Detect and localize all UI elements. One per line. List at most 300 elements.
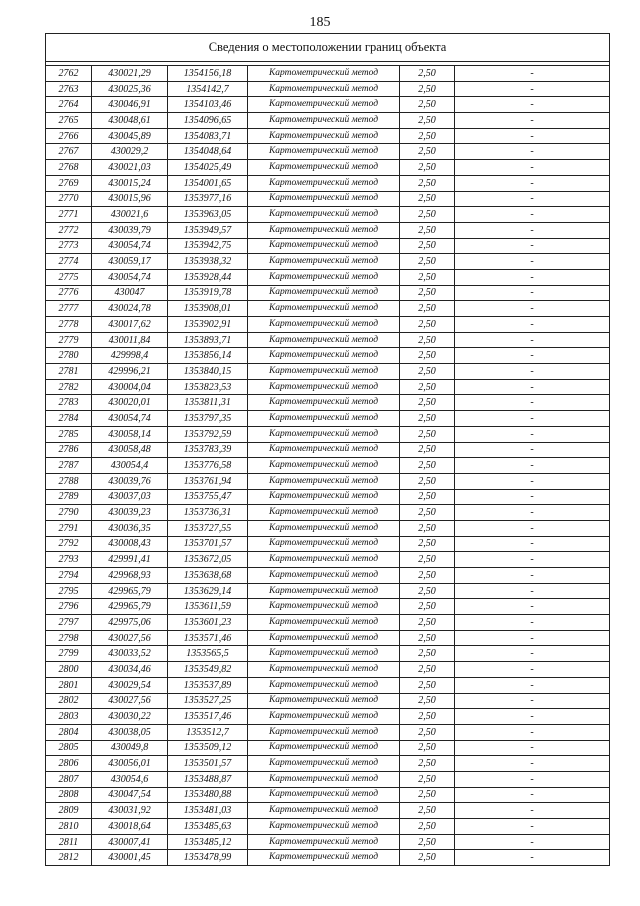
accuracy-cell: 2,50 bbox=[400, 834, 455, 850]
method-cell: Картометрический метод bbox=[248, 615, 400, 631]
table-row bbox=[46, 269, 610, 285]
point-number-cell: 2810 bbox=[46, 819, 92, 835]
coord-x-cell: 429996,21 bbox=[92, 364, 168, 380]
method-cell: Картометрический метод bbox=[248, 364, 400, 380]
accuracy-cell: 2,50 bbox=[400, 160, 455, 176]
coord-x-cell: 430039,76 bbox=[92, 473, 168, 489]
note-cell: - bbox=[455, 615, 610, 631]
note-cell: - bbox=[455, 693, 610, 709]
coord-y-cell: 1353611,59 bbox=[168, 599, 248, 615]
point-number-cell: 2780 bbox=[46, 348, 92, 364]
note-cell: - bbox=[455, 756, 610, 772]
accuracy-cell: 2,50 bbox=[400, 819, 455, 835]
coord-x-cell: 430008,43 bbox=[92, 536, 168, 552]
accuracy-cell: 2,50 bbox=[400, 552, 455, 568]
table-row bbox=[46, 301, 610, 317]
coord-y-cell: 1353485,12 bbox=[168, 834, 248, 850]
table-row bbox=[46, 473, 610, 489]
accuracy-cell: 2,50 bbox=[400, 426, 455, 442]
method-cell: Картометрический метод bbox=[248, 285, 400, 301]
coord-y-cell: 1354142,7 bbox=[168, 81, 248, 97]
method-cell: Картометрический метод bbox=[248, 175, 400, 191]
note-cell: - bbox=[455, 834, 610, 850]
accuracy-cell: 2,50 bbox=[400, 254, 455, 270]
table-row bbox=[46, 364, 610, 380]
coord-x-cell: 429965,79 bbox=[92, 583, 168, 599]
table-row bbox=[46, 348, 610, 364]
table-row bbox=[46, 505, 610, 521]
method-cell: Картометрический метод bbox=[248, 505, 400, 521]
note-cell: - bbox=[455, 160, 610, 176]
note-cell: - bbox=[455, 709, 610, 725]
coord-y-cell: 1353509,12 bbox=[168, 740, 248, 756]
point-number-cell: 2806 bbox=[46, 756, 92, 772]
accuracy-cell: 2,50 bbox=[400, 411, 455, 427]
coord-x-cell: 430036,35 bbox=[92, 520, 168, 536]
method-cell: Картометрический метод bbox=[248, 458, 400, 474]
point-number-cell: 2770 bbox=[46, 191, 92, 207]
coord-x-cell: 429975,06 bbox=[92, 615, 168, 631]
point-number-cell: 2769 bbox=[46, 175, 92, 191]
coord-x-cell: 430007,41 bbox=[92, 834, 168, 850]
table-row bbox=[46, 693, 610, 709]
coord-y-cell: 1353727,55 bbox=[168, 520, 248, 536]
accuracy-cell: 2,50 bbox=[400, 379, 455, 395]
coord-x-cell: 430037,03 bbox=[92, 489, 168, 505]
coord-y-cell: 1353908,01 bbox=[168, 301, 248, 317]
note-cell: - bbox=[455, 630, 610, 646]
coord-y-cell: 1354103,46 bbox=[168, 97, 248, 113]
method-cell: Картометрический метод bbox=[248, 834, 400, 850]
accuracy-cell: 2,50 bbox=[400, 332, 455, 348]
coord-x-cell: 430054,74 bbox=[92, 411, 168, 427]
method-cell: Картометрический метод bbox=[248, 348, 400, 364]
table-row bbox=[46, 552, 610, 568]
accuracy-cell: 2,50 bbox=[400, 662, 455, 678]
coord-y-cell: 1354048,64 bbox=[168, 144, 248, 160]
coord-x-cell: 430047 bbox=[92, 285, 168, 301]
table-row bbox=[46, 724, 610, 740]
point-number-cell: 2791 bbox=[46, 520, 92, 536]
coord-y-cell: 1353840,15 bbox=[168, 364, 248, 380]
method-cell: Картометрический метод bbox=[248, 646, 400, 662]
coord-x-cell: 430021,6 bbox=[92, 207, 168, 223]
accuracy-cell: 2,50 bbox=[400, 724, 455, 740]
coord-x-cell: 430058,14 bbox=[92, 426, 168, 442]
note-cell: - bbox=[455, 458, 610, 474]
coord-y-cell: 1353902,91 bbox=[168, 317, 248, 333]
table-row bbox=[46, 144, 610, 160]
method-cell: Картометрический метод bbox=[248, 81, 400, 97]
coord-y-cell: 1353928,44 bbox=[168, 269, 248, 285]
method-cell: Картометрический метод bbox=[248, 850, 400, 866]
coord-y-cell: 1353755,47 bbox=[168, 489, 248, 505]
note-cell: - bbox=[455, 442, 610, 458]
accuracy-cell: 2,50 bbox=[400, 709, 455, 725]
accuracy-cell: 2,50 bbox=[400, 175, 455, 191]
coord-x-cell: 429998,4 bbox=[92, 348, 168, 364]
note-cell: - bbox=[455, 66, 610, 82]
point-number-cell: 2773 bbox=[46, 238, 92, 254]
coord-x-cell: 430029,2 bbox=[92, 144, 168, 160]
note-cell: - bbox=[455, 850, 610, 866]
coord-x-cell: 430030,22 bbox=[92, 709, 168, 725]
coord-x-cell: 430045,89 bbox=[92, 128, 168, 144]
note-cell: - bbox=[455, 787, 610, 803]
method-cell: Картометрический метод bbox=[248, 442, 400, 458]
table-row bbox=[46, 317, 610, 333]
point-number-cell: 2809 bbox=[46, 803, 92, 819]
note-cell: - bbox=[455, 379, 610, 395]
table-row bbox=[46, 285, 610, 301]
point-number-cell: 2787 bbox=[46, 458, 92, 474]
accuracy-cell: 2,50 bbox=[400, 301, 455, 317]
point-number-cell: 2762 bbox=[46, 66, 92, 82]
accuracy-cell: 2,50 bbox=[400, 144, 455, 160]
method-cell: Картометрический метод bbox=[248, 317, 400, 333]
method-cell: Картометрический метод bbox=[248, 128, 400, 144]
note-cell: - bbox=[455, 505, 610, 521]
coord-y-cell: 1353478,99 bbox=[168, 850, 248, 866]
method-cell: Картометрический метод bbox=[248, 771, 400, 787]
accuracy-cell: 2,50 bbox=[400, 850, 455, 866]
coord-y-cell: 1353797,35 bbox=[168, 411, 248, 427]
accuracy-cell: 2,50 bbox=[400, 520, 455, 536]
table-row bbox=[46, 222, 610, 238]
table-row bbox=[46, 740, 610, 756]
coord-x-cell: 430015,24 bbox=[92, 175, 168, 191]
coord-x-cell: 430011,84 bbox=[92, 332, 168, 348]
accuracy-cell: 2,50 bbox=[400, 348, 455, 364]
table-row bbox=[46, 536, 610, 552]
method-cell: Картометрический метод bbox=[248, 269, 400, 285]
note-cell: - bbox=[455, 740, 610, 756]
accuracy-cell: 2,50 bbox=[400, 505, 455, 521]
point-number-cell: 2795 bbox=[46, 583, 92, 599]
point-number-cell: 2784 bbox=[46, 411, 92, 427]
accuracy-cell: 2,50 bbox=[400, 771, 455, 787]
accuracy-cell: 2,50 bbox=[400, 395, 455, 411]
method-cell: Картометрический метод bbox=[248, 222, 400, 238]
accuracy-cell: 2,50 bbox=[400, 364, 455, 380]
note-cell: - bbox=[455, 128, 610, 144]
table-row bbox=[46, 175, 610, 191]
note-cell: - bbox=[455, 191, 610, 207]
point-number-cell: 2781 bbox=[46, 364, 92, 380]
coord-y-cell: 1354001,65 bbox=[168, 175, 248, 191]
coord-x-cell: 430027,56 bbox=[92, 693, 168, 709]
method-cell: Картометрический метод bbox=[248, 536, 400, 552]
coord-x-cell: 430058,48 bbox=[92, 442, 168, 458]
note-cell: - bbox=[455, 395, 610, 411]
coord-y-cell: 1353942,75 bbox=[168, 238, 248, 254]
table-title: Сведения о местоположении границ объекта bbox=[46, 34, 610, 62]
method-cell: Картометрический метод bbox=[248, 662, 400, 678]
point-number-cell: 2796 bbox=[46, 599, 92, 615]
coord-x-cell: 430015,96 bbox=[92, 191, 168, 207]
accuracy-cell: 2,50 bbox=[400, 568, 455, 584]
point-number-cell: 2764 bbox=[46, 97, 92, 113]
note-cell: - bbox=[455, 662, 610, 678]
point-number-cell: 2805 bbox=[46, 740, 92, 756]
coord-x-cell: 430048,61 bbox=[92, 113, 168, 129]
method-cell: Картометрический метод bbox=[248, 520, 400, 536]
note-cell: - bbox=[455, 599, 610, 615]
accuracy-cell: 2,50 bbox=[400, 191, 455, 207]
coord-x-cell: 430039,79 bbox=[92, 222, 168, 238]
coord-x-cell: 430049,8 bbox=[92, 740, 168, 756]
coord-y-cell: 1353776,58 bbox=[168, 458, 248, 474]
method-cell: Картометрический метод bbox=[248, 568, 400, 584]
method-cell: Картометрический метод bbox=[248, 379, 400, 395]
note-cell: - bbox=[455, 348, 610, 364]
coord-y-cell: 1353512,7 bbox=[168, 724, 248, 740]
accuracy-cell: 2,50 bbox=[400, 269, 455, 285]
method-cell: Картометрический метод bbox=[248, 630, 400, 646]
table-row bbox=[46, 568, 610, 584]
method-cell: Картометрический метод bbox=[248, 97, 400, 113]
coord-x-cell: 430039,23 bbox=[92, 505, 168, 521]
coord-y-cell: 1353638,68 bbox=[168, 568, 248, 584]
note-cell: - bbox=[455, 317, 610, 333]
table-row bbox=[46, 599, 610, 615]
coord-y-cell: 1353949,57 bbox=[168, 222, 248, 238]
accuracy-cell: 2,50 bbox=[400, 97, 455, 113]
coord-x-cell: 430054,4 bbox=[92, 458, 168, 474]
note-cell: - bbox=[455, 568, 610, 584]
point-number-cell: 2788 bbox=[46, 473, 92, 489]
coord-y-cell: 1353823,53 bbox=[168, 379, 248, 395]
method-cell: Картометрический метод bbox=[248, 426, 400, 442]
method-cell: Картометрический метод bbox=[248, 473, 400, 489]
point-number-cell: 2771 bbox=[46, 207, 92, 223]
point-number-cell: 2800 bbox=[46, 662, 92, 678]
accuracy-cell: 2,50 bbox=[400, 113, 455, 129]
note-cell: - bbox=[455, 803, 610, 819]
note-cell: - bbox=[455, 677, 610, 693]
coord-x-cell: 429968,93 bbox=[92, 568, 168, 584]
method-cell: Картометрический метод bbox=[248, 395, 400, 411]
point-number-cell: 2801 bbox=[46, 677, 92, 693]
method-cell: Картометрический метод bbox=[248, 552, 400, 568]
point-number-cell: 2799 bbox=[46, 646, 92, 662]
accuracy-cell: 2,50 bbox=[400, 473, 455, 489]
table-row bbox=[46, 442, 610, 458]
coord-y-cell: 1353537,89 bbox=[168, 677, 248, 693]
accuracy-cell: 2,50 bbox=[400, 787, 455, 803]
table-row bbox=[46, 583, 610, 599]
note-cell: - bbox=[455, 646, 610, 662]
table-row bbox=[46, 662, 610, 678]
method-cell: Картометрический метод bbox=[248, 489, 400, 505]
note-cell: - bbox=[455, 411, 610, 427]
note-cell: - bbox=[455, 254, 610, 270]
coord-x-cell: 430056,01 bbox=[92, 756, 168, 772]
coord-y-cell: 1353701,57 bbox=[168, 536, 248, 552]
coord-y-cell: 1353963,05 bbox=[168, 207, 248, 223]
coord-y-cell: 1353549,82 bbox=[168, 662, 248, 678]
method-cell: Картометрический метод bbox=[248, 160, 400, 176]
method-cell: Картометрический метод bbox=[248, 144, 400, 160]
note-cell: - bbox=[455, 97, 610, 113]
table-row bbox=[46, 66, 610, 82]
note-cell: - bbox=[455, 207, 610, 223]
note-cell: - bbox=[455, 771, 610, 787]
coord-x-cell: 430027,56 bbox=[92, 630, 168, 646]
point-number-cell: 2777 bbox=[46, 301, 92, 317]
coord-y-cell: 1353938,32 bbox=[168, 254, 248, 270]
accuracy-cell: 2,50 bbox=[400, 630, 455, 646]
coord-x-cell: 430054,74 bbox=[92, 238, 168, 254]
method-cell: Картометрический метод bbox=[248, 207, 400, 223]
table-row bbox=[46, 787, 610, 803]
note-cell: - bbox=[455, 238, 610, 254]
page-number: 185 bbox=[309, 15, 331, 30]
method-cell: Картометрический метод bbox=[248, 693, 400, 709]
coord-y-cell: 1353811,31 bbox=[168, 395, 248, 411]
coord-x-cell: 430038,05 bbox=[92, 724, 168, 740]
point-number-cell: 2778 bbox=[46, 317, 92, 333]
point-number-cell: 2776 bbox=[46, 285, 92, 301]
note-cell: - bbox=[455, 113, 610, 129]
table-row bbox=[46, 520, 610, 536]
coord-x-cell: 430054,6 bbox=[92, 771, 168, 787]
coord-y-cell: 1353629,14 bbox=[168, 583, 248, 599]
coord-y-cell: 1354156,18 bbox=[168, 66, 248, 82]
accuracy-cell: 2,50 bbox=[400, 128, 455, 144]
table-row bbox=[46, 128, 610, 144]
table-row bbox=[46, 395, 610, 411]
coord-x-cell: 429991,41 bbox=[92, 552, 168, 568]
coord-y-cell: 1353480,88 bbox=[168, 787, 248, 803]
method-cell: Картометрический метод bbox=[248, 332, 400, 348]
accuracy-cell: 2,50 bbox=[400, 583, 455, 599]
coord-x-cell: 430031,92 bbox=[92, 803, 168, 819]
point-number-cell: 2790 bbox=[46, 505, 92, 521]
coord-y-cell: 1353485,63 bbox=[168, 819, 248, 835]
note-cell: - bbox=[455, 552, 610, 568]
method-cell: Картометрический метод bbox=[248, 740, 400, 756]
accuracy-cell: 2,50 bbox=[400, 66, 455, 82]
coord-y-cell: 1353517,46 bbox=[168, 709, 248, 725]
note-cell: - bbox=[455, 489, 610, 505]
coord-y-cell: 1353527,25 bbox=[168, 693, 248, 709]
method-cell: Картометрический метод bbox=[248, 803, 400, 819]
point-number-cell: 2812 bbox=[46, 850, 92, 866]
note-cell: - bbox=[455, 426, 610, 442]
point-number-cell: 2763 bbox=[46, 81, 92, 97]
table-row bbox=[46, 411, 610, 427]
note-cell: - bbox=[455, 520, 610, 536]
table-row bbox=[46, 458, 610, 474]
accuracy-cell: 2,50 bbox=[400, 677, 455, 693]
accuracy-cell: 2,50 bbox=[400, 317, 455, 333]
point-number-cell: 2811 bbox=[46, 834, 92, 850]
table-row bbox=[46, 489, 610, 505]
note-cell: - bbox=[455, 144, 610, 160]
table-row bbox=[46, 771, 610, 787]
accuracy-cell: 2,50 bbox=[400, 222, 455, 238]
table-row bbox=[46, 113, 610, 129]
point-number-cell: 2797 bbox=[46, 615, 92, 631]
method-cell: Картометрический метод bbox=[248, 411, 400, 427]
point-number-cell: 2774 bbox=[46, 254, 92, 270]
table-row bbox=[46, 834, 610, 850]
point-number-cell: 2767 bbox=[46, 144, 92, 160]
coord-y-cell: 1353761,94 bbox=[168, 473, 248, 489]
accuracy-cell: 2,50 bbox=[400, 238, 455, 254]
point-number-cell: 2789 bbox=[46, 489, 92, 505]
table-row bbox=[46, 207, 610, 223]
table-row bbox=[46, 332, 610, 348]
note-cell: - bbox=[455, 285, 610, 301]
method-cell: Картометрический метод bbox=[248, 724, 400, 740]
coord-y-cell: 1353736,31 bbox=[168, 505, 248, 521]
accuracy-cell: 2,50 bbox=[400, 458, 455, 474]
coord-x-cell: 430033,52 bbox=[92, 646, 168, 662]
point-number-cell: 2786 bbox=[46, 442, 92, 458]
method-cell: Картометрический метод bbox=[248, 238, 400, 254]
accuracy-cell: 2,50 bbox=[400, 756, 455, 772]
accuracy-cell: 2,50 bbox=[400, 81, 455, 97]
point-number-cell: 2794 bbox=[46, 568, 92, 584]
point-number-cell: 2766 bbox=[46, 128, 92, 144]
coord-y-cell: 1353601,23 bbox=[168, 615, 248, 631]
note-cell: - bbox=[455, 81, 610, 97]
note-cell: - bbox=[455, 473, 610, 489]
coord-x-cell: 430020,01 bbox=[92, 395, 168, 411]
accuracy-cell: 2,50 bbox=[400, 536, 455, 552]
note-cell: - bbox=[455, 269, 610, 285]
table-row bbox=[46, 756, 610, 772]
coord-y-cell: 1354083,71 bbox=[168, 128, 248, 144]
coord-x-cell: 429965,79 bbox=[92, 599, 168, 615]
accuracy-cell: 2,50 bbox=[400, 599, 455, 615]
coord-y-cell: 1353672,05 bbox=[168, 552, 248, 568]
method-cell: Картометрический метод bbox=[248, 301, 400, 317]
table-row bbox=[46, 160, 610, 176]
coord-x-cell: 430018,64 bbox=[92, 819, 168, 835]
note-cell: - bbox=[455, 332, 610, 348]
coord-y-cell: 1353501,57 bbox=[168, 756, 248, 772]
coord-x-cell: 430004,04 bbox=[92, 379, 168, 395]
table-row bbox=[46, 238, 610, 254]
table-row bbox=[46, 850, 610, 866]
method-cell: Картометрический метод bbox=[248, 66, 400, 82]
method-cell: Картометрический метод bbox=[248, 787, 400, 803]
table-row bbox=[46, 97, 610, 113]
method-cell: Картометрический метод bbox=[248, 254, 400, 270]
point-number-cell: 2779 bbox=[46, 332, 92, 348]
point-number-cell: 2775 bbox=[46, 269, 92, 285]
table-title-row bbox=[46, 34, 610, 62]
coord-y-cell: 1353893,71 bbox=[168, 332, 248, 348]
table-row bbox=[46, 615, 610, 631]
coord-x-cell: 430047,54 bbox=[92, 787, 168, 803]
accuracy-cell: 2,50 bbox=[400, 693, 455, 709]
table-row bbox=[46, 819, 610, 835]
coord-x-cell: 430001,45 bbox=[92, 850, 168, 866]
coord-x-cell: 430034,46 bbox=[92, 662, 168, 678]
coord-y-cell: 1353488,87 bbox=[168, 771, 248, 787]
coord-y-cell: 1353783,39 bbox=[168, 442, 248, 458]
boundary-coordinates-table bbox=[45, 33, 610, 866]
coord-x-cell: 430021,03 bbox=[92, 160, 168, 176]
coord-y-cell: 1353481,03 bbox=[168, 803, 248, 819]
method-cell: Картометрический метод bbox=[248, 113, 400, 129]
coord-x-cell: 430046,91 bbox=[92, 97, 168, 113]
table-row bbox=[46, 646, 610, 662]
